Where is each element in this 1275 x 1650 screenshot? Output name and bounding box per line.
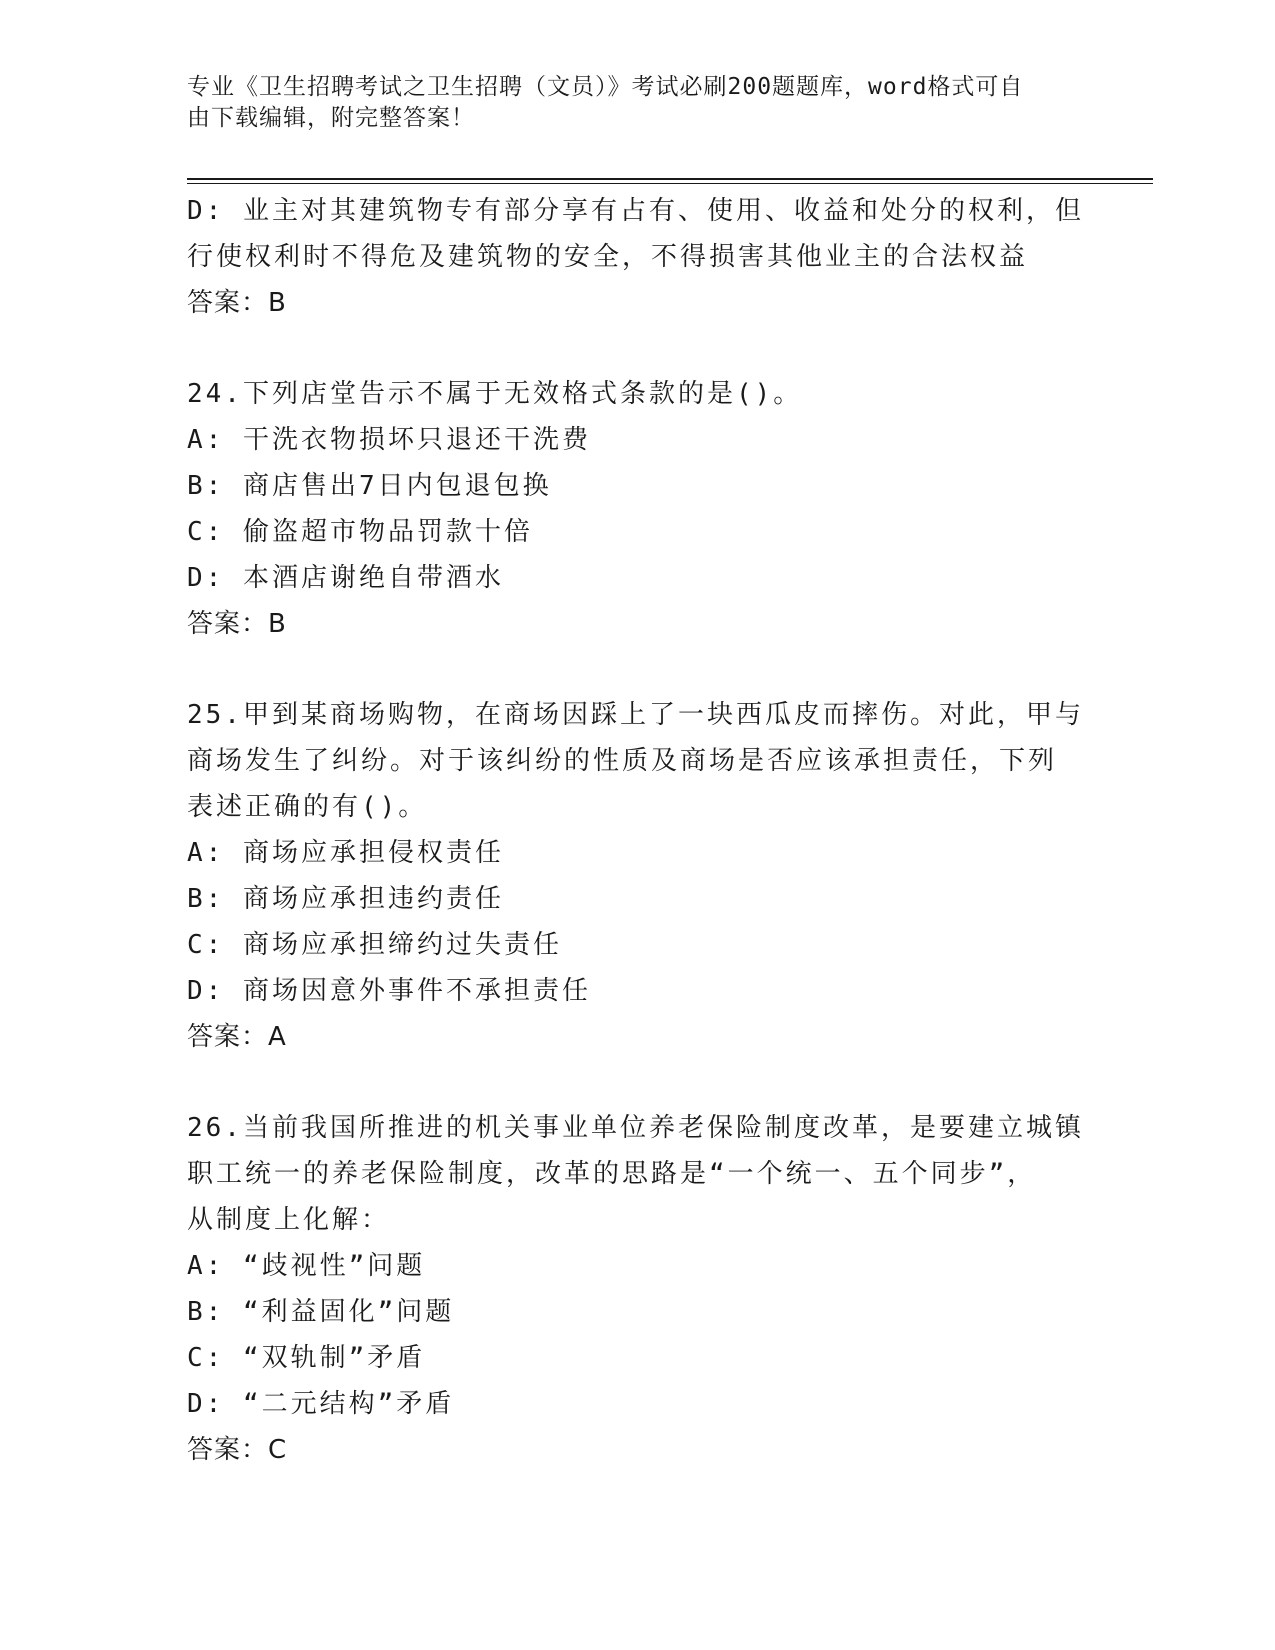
question-text-line-1: 25.甲到某商场购物，在商场因踩上了一块西瓜皮而摔伤。对此，甲与 <box>187 700 1084 730</box>
answer-line: 答案：C <box>187 1435 288 1465</box>
document-header <box>187 72 1087 134</box>
question-text-line-2: 职工统一的养老保险制度，改革的思路是“一个统一、五个同步”， <box>187 1159 1037 1189</box>
spacer <box>187 326 1087 371</box>
answer-line: 答案：A <box>187 1022 287 1052</box>
question-text-line-1: 26.当前我国所推进的机关事业单位养老保险制度改革，是要建立城镇 <box>187 1113 1084 1143</box>
option-c: C: “双轨制”矛盾 <box>187 1343 426 1373</box>
question-25 <box>187 692 1087 1060</box>
header-title-line-2: 由下载编辑，附完整答案！ <box>187 105 475 131</box>
question-23-tail <box>187 188 1087 326</box>
option-d: D: 商场因意外事件不承担责任 <box>187 976 591 1006</box>
header-title-line-1: 专业《卫生招聘考试之卫生招聘（文员）》考试必刷200题题库，word格式可自 <box>187 74 1024 100</box>
header-divider-thin <box>187 183 1153 184</box>
option-d-line-2: 行使权利时不得危及建筑物的安全，不得损害其他业主的合法权益 <box>187 242 1029 272</box>
option-d-line-1: D: 业主对其建筑物专有部分享有占有、使用、收益和处分的权利，但 <box>187 196 1084 226</box>
question-text-line-3: 从制度上化解： <box>187 1205 391 1235</box>
question-text: 24.下列店堂告示不属于无效格式条款的是()。 <box>187 379 803 409</box>
option-a: A: 干洗衣物损坏只退还干洗费 <box>187 425 591 455</box>
option-b: B: “利益固化”问题 <box>187 1297 455 1327</box>
header-divider-thick <box>187 178 1153 180</box>
spacer <box>187 647 1087 692</box>
answer-line: 答案：B <box>187 288 287 318</box>
option-c: C: 商场应承担缔约过失责任 <box>187 930 562 960</box>
option-a: A: 商场应承担侵权责任 <box>187 838 504 868</box>
document-body <box>187 188 1087 1473</box>
option-b: B: 商店售出7日内包退包换 <box>187 471 552 501</box>
option-c: C: 偷盗超市物品罚款十倍 <box>187 517 533 547</box>
question-24 <box>187 371 1087 647</box>
spacer <box>187 1060 1087 1105</box>
answer-line: 答案：B <box>187 609 287 639</box>
option-d: D: 本酒店谢绝自带酒水 <box>187 563 504 593</box>
question-text-line-2: 商场发生了纠纷。对于该纠纷的性质及商场是否应该承担责任，下列 <box>187 746 1058 776</box>
option-b: B: 商场应承担违约责任 <box>187 884 504 914</box>
question-text-line-3: 表述正确的有()。 <box>187 792 428 822</box>
option-a: A: “歧视性”问题 <box>187 1251 426 1281</box>
option-d: D: “二元结构”矛盾 <box>187 1389 455 1419</box>
question-26 <box>187 1105 1087 1473</box>
